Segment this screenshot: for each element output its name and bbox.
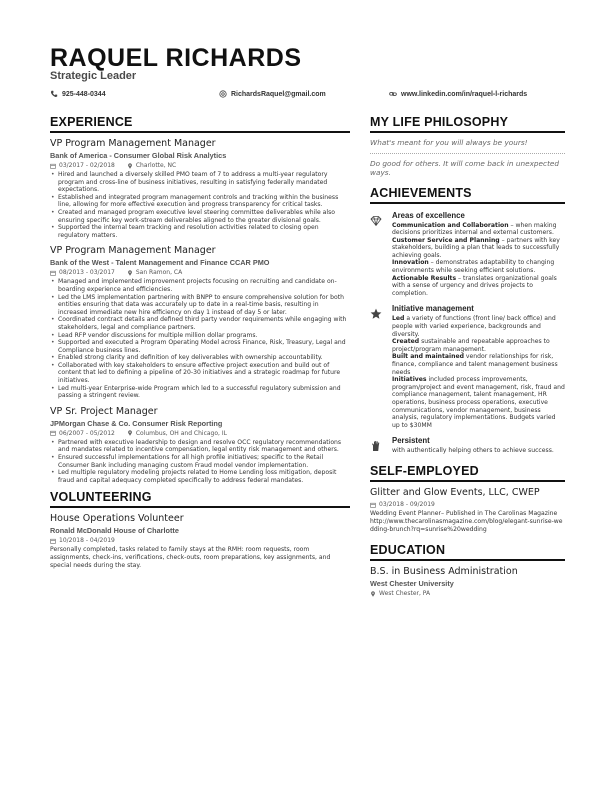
bullet-item: • Supported the internal team tracking and resolution activities related to closing open regulatory matters. [50,224,350,239]
job-entry-3 [50,406,350,485]
achievement-text [392,222,565,298]
job-location: San Ramon, CA [135,269,183,277]
calendar-icon [50,163,56,169]
link-icon [389,90,397,98]
job-bullets [50,439,350,485]
bullet-item: • Ensured successful implementations for all high profile initiatives; specific to the Retail Consumer Bank including managing custom Fraud model vendor implementation. [50,454,350,469]
job-meta [50,269,350,276]
bullet-item: • Led multi-year Enterprise-wide Program which led to a successful regulatory submission and passing a stringent review. [50,385,350,400]
candidate-subtitle: Strategic Leader [50,70,137,82]
calendar-icon [370,502,376,508]
bullet-item: • Lead RFP vendor discussions for multiple million dollar programs. [50,332,350,340]
achievement-bold: Communication and Collaboration [392,221,509,229]
achievement-title: Areas of excellence [392,210,465,220]
achievement-text: with authentically helping others to achieve success. [392,447,554,455]
achievement-span: vendor relationships for risk, finance, compliance and talent management business needs [392,353,558,376]
star-icon [370,308,382,320]
location-pin-icon [127,430,133,436]
bullet-item: • Enabled strong clarity and definition of key deliverables with ownership accountability. [50,354,350,362]
self-employed-description: Wedding Event Planner– Published in The Carolinas Magazine [370,510,558,518]
job-location: Charlotte, NC [135,162,177,169]
job-dates: 06/2007 - 05/2012 [59,429,115,437]
job-bullets [50,278,350,400]
achievement-title: Initiative management [392,304,474,314]
education-school: West Chester University [370,579,454,589]
philosophy-heading: MY LIFE PHILOSOPHY [370,115,565,133]
job-entry-1 [50,138,350,239]
email-address[interactable]: RichardsRaquel@gmail.com [231,90,326,98]
calendar-icon [50,270,56,276]
job-company: Bank of the West - Talent Management and Finance CCAR PMO [50,258,270,268]
right-column [370,115,565,599]
location-pin-icon [370,591,376,597]
job-meta [50,430,350,437]
phone-icon [50,90,58,98]
achievement-bold: Actionable Results [392,274,457,282]
education-location: West Chester, PA [379,590,431,598]
quote-divider [370,153,565,154]
at-icon [219,90,227,98]
contact-email [219,90,326,98]
location-pin-icon [127,270,133,276]
achievement-span: a variety of functions (front line/ back office) and people with varied experience, backgrounds and diversity. [392,315,556,338]
bullet-item: • Managed and implemented improvement projects focusing on recruiting and candidate on-boarding experience and efficiencies. [50,278,350,293]
achievement-bold: Led [392,315,405,323]
bullet-item: • Partnered with executive leadership to design and resolve OCC regulatory recommendations and mandates related to incentive compensation, legal entity risk management and others. [50,439,350,454]
achievement-span: – partners with key stakeholders, building a plan that leads to successfully achieving goals. [392,236,560,259]
job-location: Columbus, OH and Chicago, IL [135,429,227,437]
achievement-bold: Initiatives [392,376,427,384]
volunteer-role: House Operations Volunteer [50,513,184,525]
job-bullets [50,171,350,239]
achievement-bold: Innovation [392,259,429,267]
achievement-span: included process improvements, program/project and event management, risk, fraud and compliance management, talent management, HR operations, business process operations, executive communications, vendor management, business analysis, regulatory implementations. Budgets varied up to $30MM [392,376,565,429]
job-title: VP Program Management Manager [50,245,216,257]
experience-heading: EXPERIENCE [50,115,350,133]
achievement-bold: Built and maintained [392,353,464,361]
education-meta [370,590,565,597]
achievements-heading: ACHIEVEMENTS [370,186,565,204]
self-employed-url[interactable]: http://www.thecarolinasmagazine.com/blog/elegant-sunrise-wedding-brunch?rq=sunrise%20wedding [370,517,563,533]
education-degree: B.S. in Business Administration [370,566,518,578]
philosophy-quote: What's meant for you will always be yours! [370,138,528,147]
self-employed-dates: 03/2018 - 09/2019 [379,501,435,509]
self-employed-company: Glitter and Glow Events, LLC, CWEP [370,487,540,499]
volunteer-entry [50,513,350,569]
phone-number: 925-448-0344 [62,90,106,98]
job-meta [50,162,350,169]
achievement-bold: Created [392,338,420,346]
job-entry-2 [50,245,350,400]
achievement-span: – demonstrates adaptability to changing environments while seeking efficient solutions. [392,259,555,275]
job-dates: 03/2017 - 02/2018 [59,162,115,169]
bullet-item: • Supported and executed a Program Operating Model across Finance, Risk, Treasury, Legal and Compliance business lines. [50,339,350,354]
contact-phone [50,90,106,98]
self-employed-heading: SELF-EMPLOYED [370,464,565,482]
bullet-item: • Led the LMS implementation partnering with BNPP to ensure comprehensive solution for both entities ensuring that data was accurately up to date in a real-time basis, resulting in increased immediate new hire efficiency on day 1 instead of day 5 or later. [50,294,350,317]
location-pin-icon [127,163,133,169]
volunteering-heading: VOLUNTEERING [50,490,350,508]
achievement-span: – translates organizational goals with a sense of urgency and drives projects to completion. [392,274,557,297]
calendar-icon [50,538,56,544]
bullet-item: • Established and integrated program management controls and tracking within the business line, allowing for more effective execution and progress transparency for critical tasks. [50,194,350,209]
achievement-text [392,315,565,429]
achievement-span: sustainable and repeatable approaches to project/program management. [392,338,550,353]
job-title: VP Program Management Manager [50,138,216,149]
calendar-icon [50,430,56,436]
left-column [50,115,350,575]
bullet-item: • Hired and launched a diversely skilled PMO team of 7 to address a multi-year regulatory program and cross-line of business initiatives, resulting in satisfying federally mandated expectations. [50,171,350,194]
achievement-span: – when making decisions prioritizes internal and external customers. [392,221,557,237]
bullet-item: • Created and managed program executive level steering committee deliverables while also ensuring specific key work-stream deliverables aligned to the greater divisional goals. [50,209,350,224]
diamond-icon [370,215,382,227]
linkedin-url[interactable]: www.linkedin.com/in/raquel-l-richards [401,90,528,98]
education-heading: EDUCATION [370,543,565,561]
volunteer-description: Personally completed, tasks related to family stays at the RMH: room requests, room assignments, check-ins, verifications, check-outs, room preparations, key assignments, and special needs during the stay. [50,546,331,569]
achievement-item [370,211,565,298]
job-title: VP Sr. Project Manager [50,405,158,417]
hand-icon [370,440,382,452]
volunteer-meta [50,537,350,544]
achievement-title: Persistent [392,436,430,446]
self-employed-meta [370,501,565,508]
bullet-item: • Led multiple regulatory modeling projects related to Home Lending loss mitigation, deposit fraud and capital adequacy completed specifically to address federal mandates. [50,469,350,484]
volunteer-org: Ronald McDonald House of Charlotte [50,526,179,536]
job-company: Bank of America - Consumer Global Risk Analytics [50,151,227,160]
bullet-item: • Collaborated with key stakeholders to ensure effective project execution and build out of content that led to defining a pipeline of 20-30 initiatives and a strategic roadmap for future initiatives. [50,362,350,385]
achievement-item [370,304,565,429]
volunteer-dates: 10/2018 - 04/2019 [59,537,115,545]
candidate-name: RAQUEL RICHARDS [50,44,302,72]
job-company: JPMorgan Chase & Co. Consumer Risk Reporting [50,418,223,428]
philosophy-quote: Do good for others. It will come back in unexpected ways. [370,158,560,177]
achievement-item [370,436,565,456]
achievement-bold: Customer Service and Planning [392,236,500,244]
contact-linkedin [389,90,527,98]
job-dates: 08/2013 - 03/2017 [59,269,115,277]
bullet-item: • Coordinated contract details and defined third party vendor requirements while engaging with stakeholders, legal and compliance partners. [50,316,350,331]
